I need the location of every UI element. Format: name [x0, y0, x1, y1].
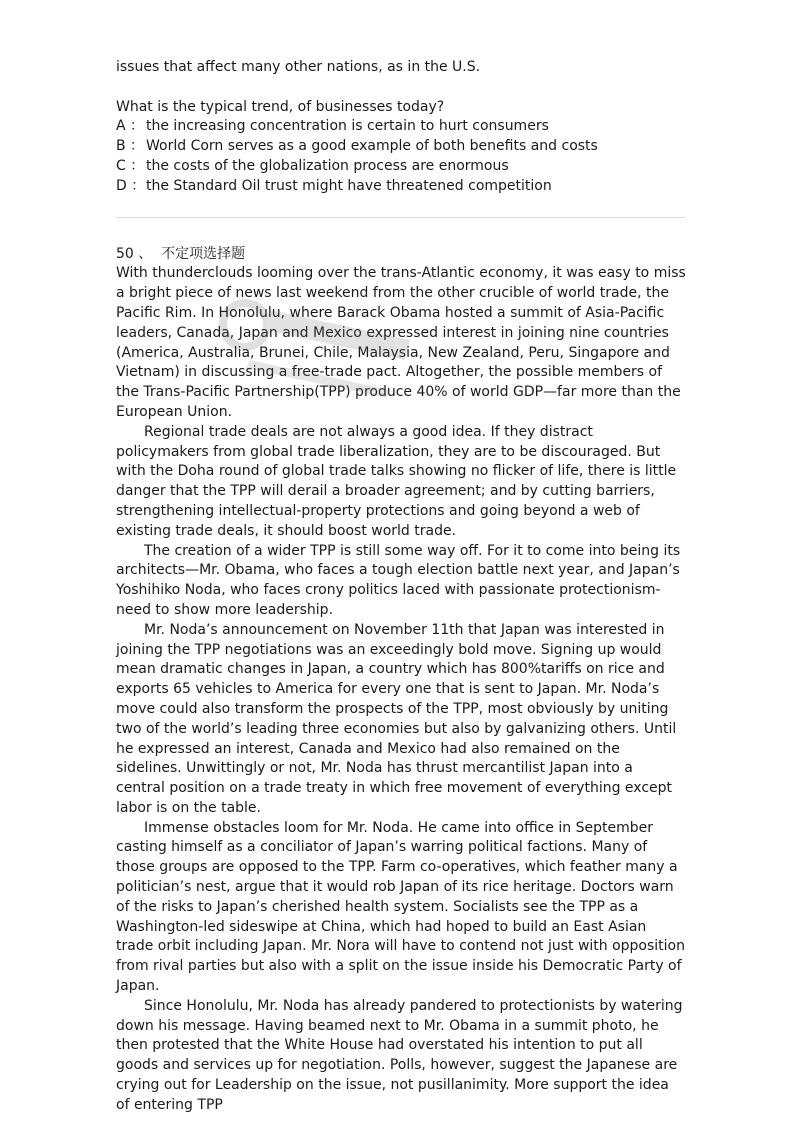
question-header	[116, 245, 686, 265]
passage-paragraph-4: Mr. Noda’s announcement on November 11th that Japan was interested in joining the TPP negotiations was an exceedingly bold move. Signing up would mean dramatic changes in Japan, a country which has 800%tariffs on rice and exports 65 vehicles to America for every one that is sent to Japan. Mr. Noda’s move could also transform the prospects of the TPP, most obviously by uniting two of the world’s leading three economies but also by galvanizing others. Until he expressed an interest, Canada and Mexico had also remained on the sidelines. Unwittingly or not, Mr. Noda has thrust mercantilist Japan into a central position on a trade treaty in which free movement of everything except labor is on the table.	[116, 621, 677, 816]
passage-paragraph-2: Regional trade deals are not always a good idea. If they distract policymakers from global trade liberalization, they are to be discouraged. But with the Doha round of global trade talks showing no flicker of life, there is little danger that the TPP will derail a broader agreement; and by cutting barriers, strengthening intellectual-property protections and going beyond a web of existing trade deals, it should boost world trade.	[116, 423, 677, 539]
option-d[interactable]	[116, 177, 686, 197]
option-a[interactable]	[116, 117, 686, 137]
question-number: 50 、	[116, 245, 153, 262]
option-b[interactable]	[116, 137, 686, 157]
document-page	[116, 58, 686, 1116]
passage-paragraph-6: Since Honolulu, Mr. Noda has already pandered to protectionists by watering down his message. Having beamed next to Mr. Obama in a summit photo, he then protested that the White House had overstated his intention to put all goods and services up for negotiation. Polls, however, suggest the Japanese are crying out for Leadership on the issue, not pusillanimity. More support the idea of entering TPP	[116, 997, 683, 1113]
option-text: World Corn serves as a good example of both benefits and costs	[146, 138, 598, 155]
section-divider	[116, 217, 686, 218]
option-letter: A ：	[116, 118, 145, 135]
option-c[interactable]	[116, 157, 686, 177]
option-letter: C ：	[116, 157, 145, 174]
passage-paragraph-5: Immense obstacles loom for Mr. Noda. He came into office in September casting himself as a conciliator of Japan’s warring political factions. Many of those groups are opposed to the TPP. Farm co-operatives, which feather many a politician’s nest, argue that it would rob Japan of its rice heritage. Doctors warn of the risks to Japan’s cherished health system. Socialists see the TPP as a Washington-led sideswipe at China, which had hoped to build an East Asian trade orbit including Japan. Mr. Nora will have to contend not just with opposition from rival parties but also with a split on the issue inside his Democratic Party of Japan.	[116, 819, 685, 995]
passage-paragraph-1: With thunderclouds looming over the trans-Atlantic economy, it was easy to miss a bright piece of news last weekend from the other crucible of world trade, the Pacific Rim. In Honolulu, where Barack Obama hosted a summit of Asia-Pacific leaders, Canada, Japan and Mexico expressed interest in joining nine countries (America, Australia, Brunei, Chile, Malaysia, New Zealand, Peru, Singapore and Vietnam) in discussing a free-trade pact. Altogether, the possible members of the Trans-Pacific Partnership(TPP) produce 40% of world GDP—far more than the European Union.	[116, 265, 686, 420]
option-text: the Standard Oil trust might have threatened competition	[146, 177, 552, 194]
question-type: 不定项选择题	[161, 245, 246, 262]
option-text: the increasing concentration is certain to hurt consumers	[146, 118, 549, 135]
passage-paragraph-3: The creation of a wider TPP is still some way off. For it to come into being its architects—Mr. Obama, who faces a tough election battle next year, and Japan’s Yoshihiko Noda, who faces crony politics laced with passionate protectionism-need to show more leadership.	[116, 542, 681, 618]
option-letter: D ：	[116, 177, 146, 194]
question-prompt: What is the typical trend, of businesses today?	[116, 98, 445, 115]
option-text: the costs of the globalization process are enormous	[146, 157, 509, 174]
prev-passage-tail: issues that affect many other nations, as in the U.S.	[116, 59, 481, 75]
option-letter: B ：	[116, 138, 145, 155]
